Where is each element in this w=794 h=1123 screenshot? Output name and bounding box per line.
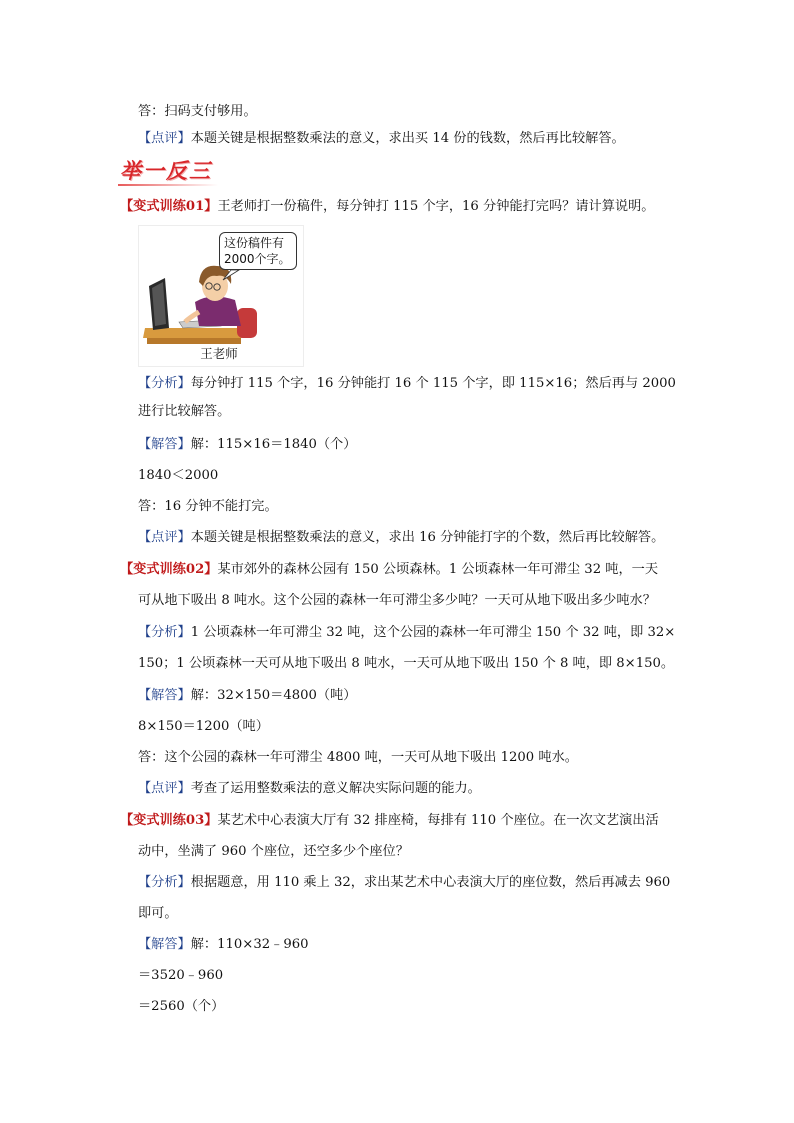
section-underline [118, 184, 218, 186]
ex1-question-text: 王老师打一份稿件，每分钟打 115 个字，16 分钟能打完吗？请计算说明。 [217, 199, 655, 214]
ex3-solution-2: ＝3520﹣960 [138, 968, 224, 983]
solution-tag: 【解答】 [138, 688, 191, 703]
ex3-solution-3: ＝2560（个） [138, 999, 225, 1014]
ex1-analysis-cont: 进行比较解答。 [138, 404, 231, 419]
ex3-question [120, 811, 659, 831]
answer-text: 答：扫码支付够用。 [138, 104, 257, 119]
ex2-question-text: 某市郊外的森林公园有 150 公顷森林。1 公顷森林一年可滞尘 32 吨，一天 [217, 562, 659, 577]
ex3-question-cont: 动中，坐满了 960 个座位，还空多少个座位？ [138, 844, 409, 859]
analysis-text: 每分钟打 115 个字，16 分钟能打 16 个 115 个字，即 115×16；然后再与 2000 [190, 376, 676, 391]
section-title: 举一反三 [120, 159, 212, 183]
comment-line [138, 129, 625, 149]
ex1-comment [138, 528, 664, 548]
solution-text: 解：115×16＝1840（个） [190, 437, 357, 452]
ex2-analysis-cont: 150；1 公顷森林一天可从地下吸出 8 吨水，一天可从地下吸出 150 个 8 吨，即 8×150。 [138, 656, 675, 671]
ex2-comment [138, 779, 481, 799]
comment-tag: 【点评】 [138, 131, 191, 146]
ex1-tag: 【变式训练01】 [120, 199, 218, 214]
ex3-question-text: 某艺术中心表演大厅有 32 排座椅，每排有 110 个座位。在一次文艺演出活 [217, 813, 659, 828]
comment-text: 本题关键是根据整数乘法的意义，求出 16 分钟能打字的个数，然后再比较解答。 [190, 530, 665, 545]
comment-tag: 【点评】 [138, 530, 191, 545]
ex1-solution-2: 1840＜2000 [138, 468, 219, 483]
comment-text: 考查了运用整数乘法的意义解决实际问题的能力。 [190, 781, 481, 796]
comment-tag: 【点评】 [138, 781, 191, 796]
teacher-illustration [138, 225, 304, 367]
solution-tag: 【解答】 [138, 437, 191, 452]
ex2-solution [138, 686, 356, 706]
ex2-solution-2: 8×150＝1200（吨） [138, 719, 269, 734]
ex3-solution [138, 935, 308, 955]
ex3-tag: 【变式训练03】 [120, 813, 218, 828]
solution-tag: 【解答】 [138, 937, 191, 952]
ex1-answer: 答：16 分钟不能打完。 [138, 499, 278, 514]
analysis-tag: 【分析】 [138, 376, 191, 391]
figure-caption: 王老师 [200, 346, 238, 361]
speech-bubble: 这份稿件有 2000个字。 [219, 232, 297, 270]
ex2-question-cont: 可从地下吸出 8 吨水。这个公园的森林一年可滞尘多少吨？一天可从地下吸出多少吨水？ [138, 593, 656, 608]
ex1-analysis [138, 374, 676, 394]
analysis-text: 1 公顷森林一年可滞尘 32 吨，这个公园的森林一年可滞尘 150 个 32 吨，即 32× [190, 625, 676, 640]
ex2-answer: 答：这个公园的森林一年可滞尘 4800 吨，一天可从地下吸出 1200 吨水。 [138, 750, 578, 765]
solution-text: 解：110×32﹣960 [190, 937, 309, 952]
ex1-solution [138, 435, 356, 455]
ex2-analysis [138, 623, 675, 643]
analysis-text: 根据题意，用 110 乘上 32，求出某艺术中心表演大厅的座位数，然后再减去 960 [190, 875, 671, 890]
ex3-analysis-cont: 即可。 [138, 906, 178, 921]
analysis-tag: 【分析】 [138, 625, 191, 640]
comment-text: 本题关键是根据整数乘法的意义，求出买 14 份的钱数，然后再比较解答。 [190, 131, 625, 146]
analysis-tag: 【分析】 [138, 875, 191, 890]
ex3-analysis [138, 873, 670, 893]
ex2-tag: 【变式训练02】 [120, 562, 218, 577]
ex2-question [120, 560, 658, 580]
ex1-question [120, 197, 654, 217]
solution-text: 解：32×150＝4800（吨） [190, 688, 357, 703]
